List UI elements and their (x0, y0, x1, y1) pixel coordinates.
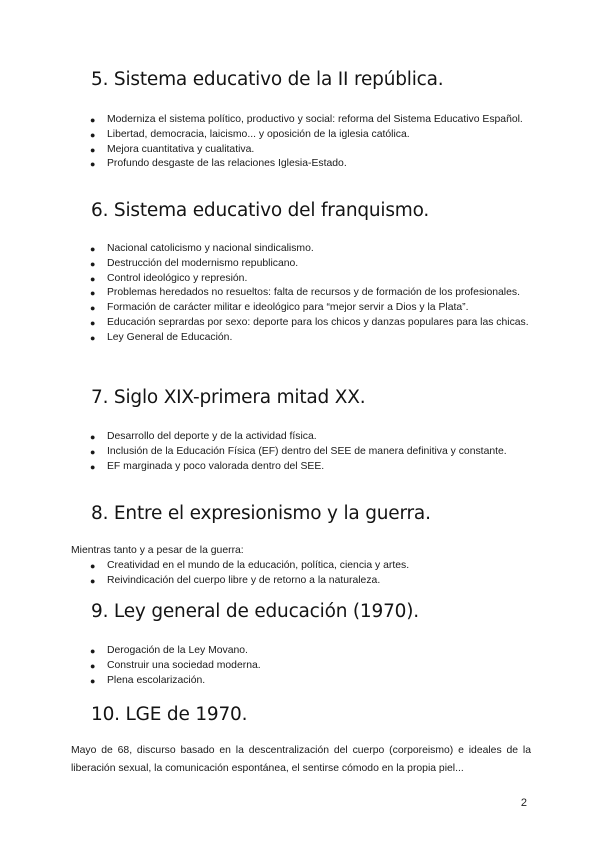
bullet-icon: ● (90, 675, 96, 686)
list-item: ● Ley General de Educación. (89, 331, 529, 346)
list-item: ● Mejora cuantitativa y cualitativa. (89, 143, 529, 158)
list-item: ● Libertad, democracia, laicismo... y oposición de la iglesia católica. (89, 128, 529, 143)
bullet-icon: ● (90, 258, 96, 269)
bullet-icon: ● (90, 244, 96, 254)
bullet-icon: ● (90, 303, 96, 314)
list-item: ● Inclusión de la Educación Física (EF) dentro del SEE de manera definitiva y constante. (89, 445, 529, 460)
section-10-title: 10. LGE de 1970. (91, 704, 248, 725)
list-item: ● Educación seprardas por sexo: deporte para los chicos y danzas populares para las chicas. (89, 316, 529, 331)
section-7-list (89, 430, 529, 474)
list-item: ● Formación de carácter militar e ideológico para “mejor servir a Dios y la Plata”. (89, 301, 529, 316)
list-item: ● Moderniza el sistema político, productivo y social: reforma del Sistema Educativo Español. (89, 113, 529, 128)
section-6-list (89, 242, 529, 346)
bullet-icon: ● (90, 115, 96, 125)
section-8-title: 8. Entre el expresionismo y la guerra. (91, 503, 431, 524)
bullet-icon: ● (90, 446, 96, 457)
bullet-icon: ● (90, 332, 96, 343)
bullet-icon: ● (90, 144, 96, 155)
section-10-paragraph: Mayo de 68, discurso basado en la descentralización del cuerpo (corporeismo) e ideales de la liberación sexual, la comunicación espontánea, el sentirse cómodo en la propia piel... (71, 745, 531, 774)
bullet-icon: ● (90, 646, 96, 656)
list-item: ● Nacional catolicismo y nacional sindicalismo. (89, 242, 529, 257)
list-item: ● Problemas heredados no resueltos: falta de recursos y de formación de los profesionales. (89, 286, 529, 301)
section-9-title: 9. Ley general de educación (1970). (91, 601, 419, 622)
section-8-list (89, 559, 529, 589)
section-7-title: 7. Siglo XIX-primera mitad XX. (91, 387, 366, 408)
list-item: ● Creatividad en el mundo de la educación, política, ciencia y artes. (89, 559, 529, 574)
bullet-icon: ● (90, 575, 96, 586)
section-5-list (89, 113, 529, 172)
bullet-icon: ● (90, 159, 96, 170)
list-item: ● Destrucción del modernismo republicano. (89, 257, 529, 272)
section-5-title: 5. Sistema educativo de la II república. (91, 69, 444, 90)
bullet-icon: ● (90, 461, 96, 472)
bullet-icon: ● (90, 317, 96, 328)
list-item: ● Desarrollo del deporte y de la actividad física. (89, 430, 529, 445)
section-6-title: 6. Sistema educativo del franquismo. (91, 200, 430, 221)
list-item: ● Profundo desgaste de las relaciones Iglesia-Estado. (89, 157, 529, 172)
bullet-icon: ● (90, 561, 96, 571)
list-item: ● Reivindicación del cuerpo libre y de retorno a la naturaleza. (89, 574, 529, 589)
bullet-icon: ● (90, 288, 96, 299)
bullet-icon: ● (90, 129, 96, 140)
section-8-lead: Mientras tanto y a pesar de la guerra: (71, 545, 244, 556)
section-9-list (89, 644, 529, 688)
list-item: ● Control ideológico y represión. (89, 272, 529, 287)
list-item: ● Plena escolarización. (89, 674, 529, 689)
page-number: 2 (520, 797, 527, 809)
list-item: ● Construir una sociedad moderna. (89, 659, 529, 674)
bullet-icon: ● (90, 273, 96, 284)
bullet-icon: ● (90, 660, 96, 671)
list-item: ● EF marginada y poco valorada dentro del SEE. (89, 460, 529, 475)
bullet-icon: ● (90, 432, 96, 442)
list-item: ● Derogación de la Ley Movano. (89, 644, 529, 659)
